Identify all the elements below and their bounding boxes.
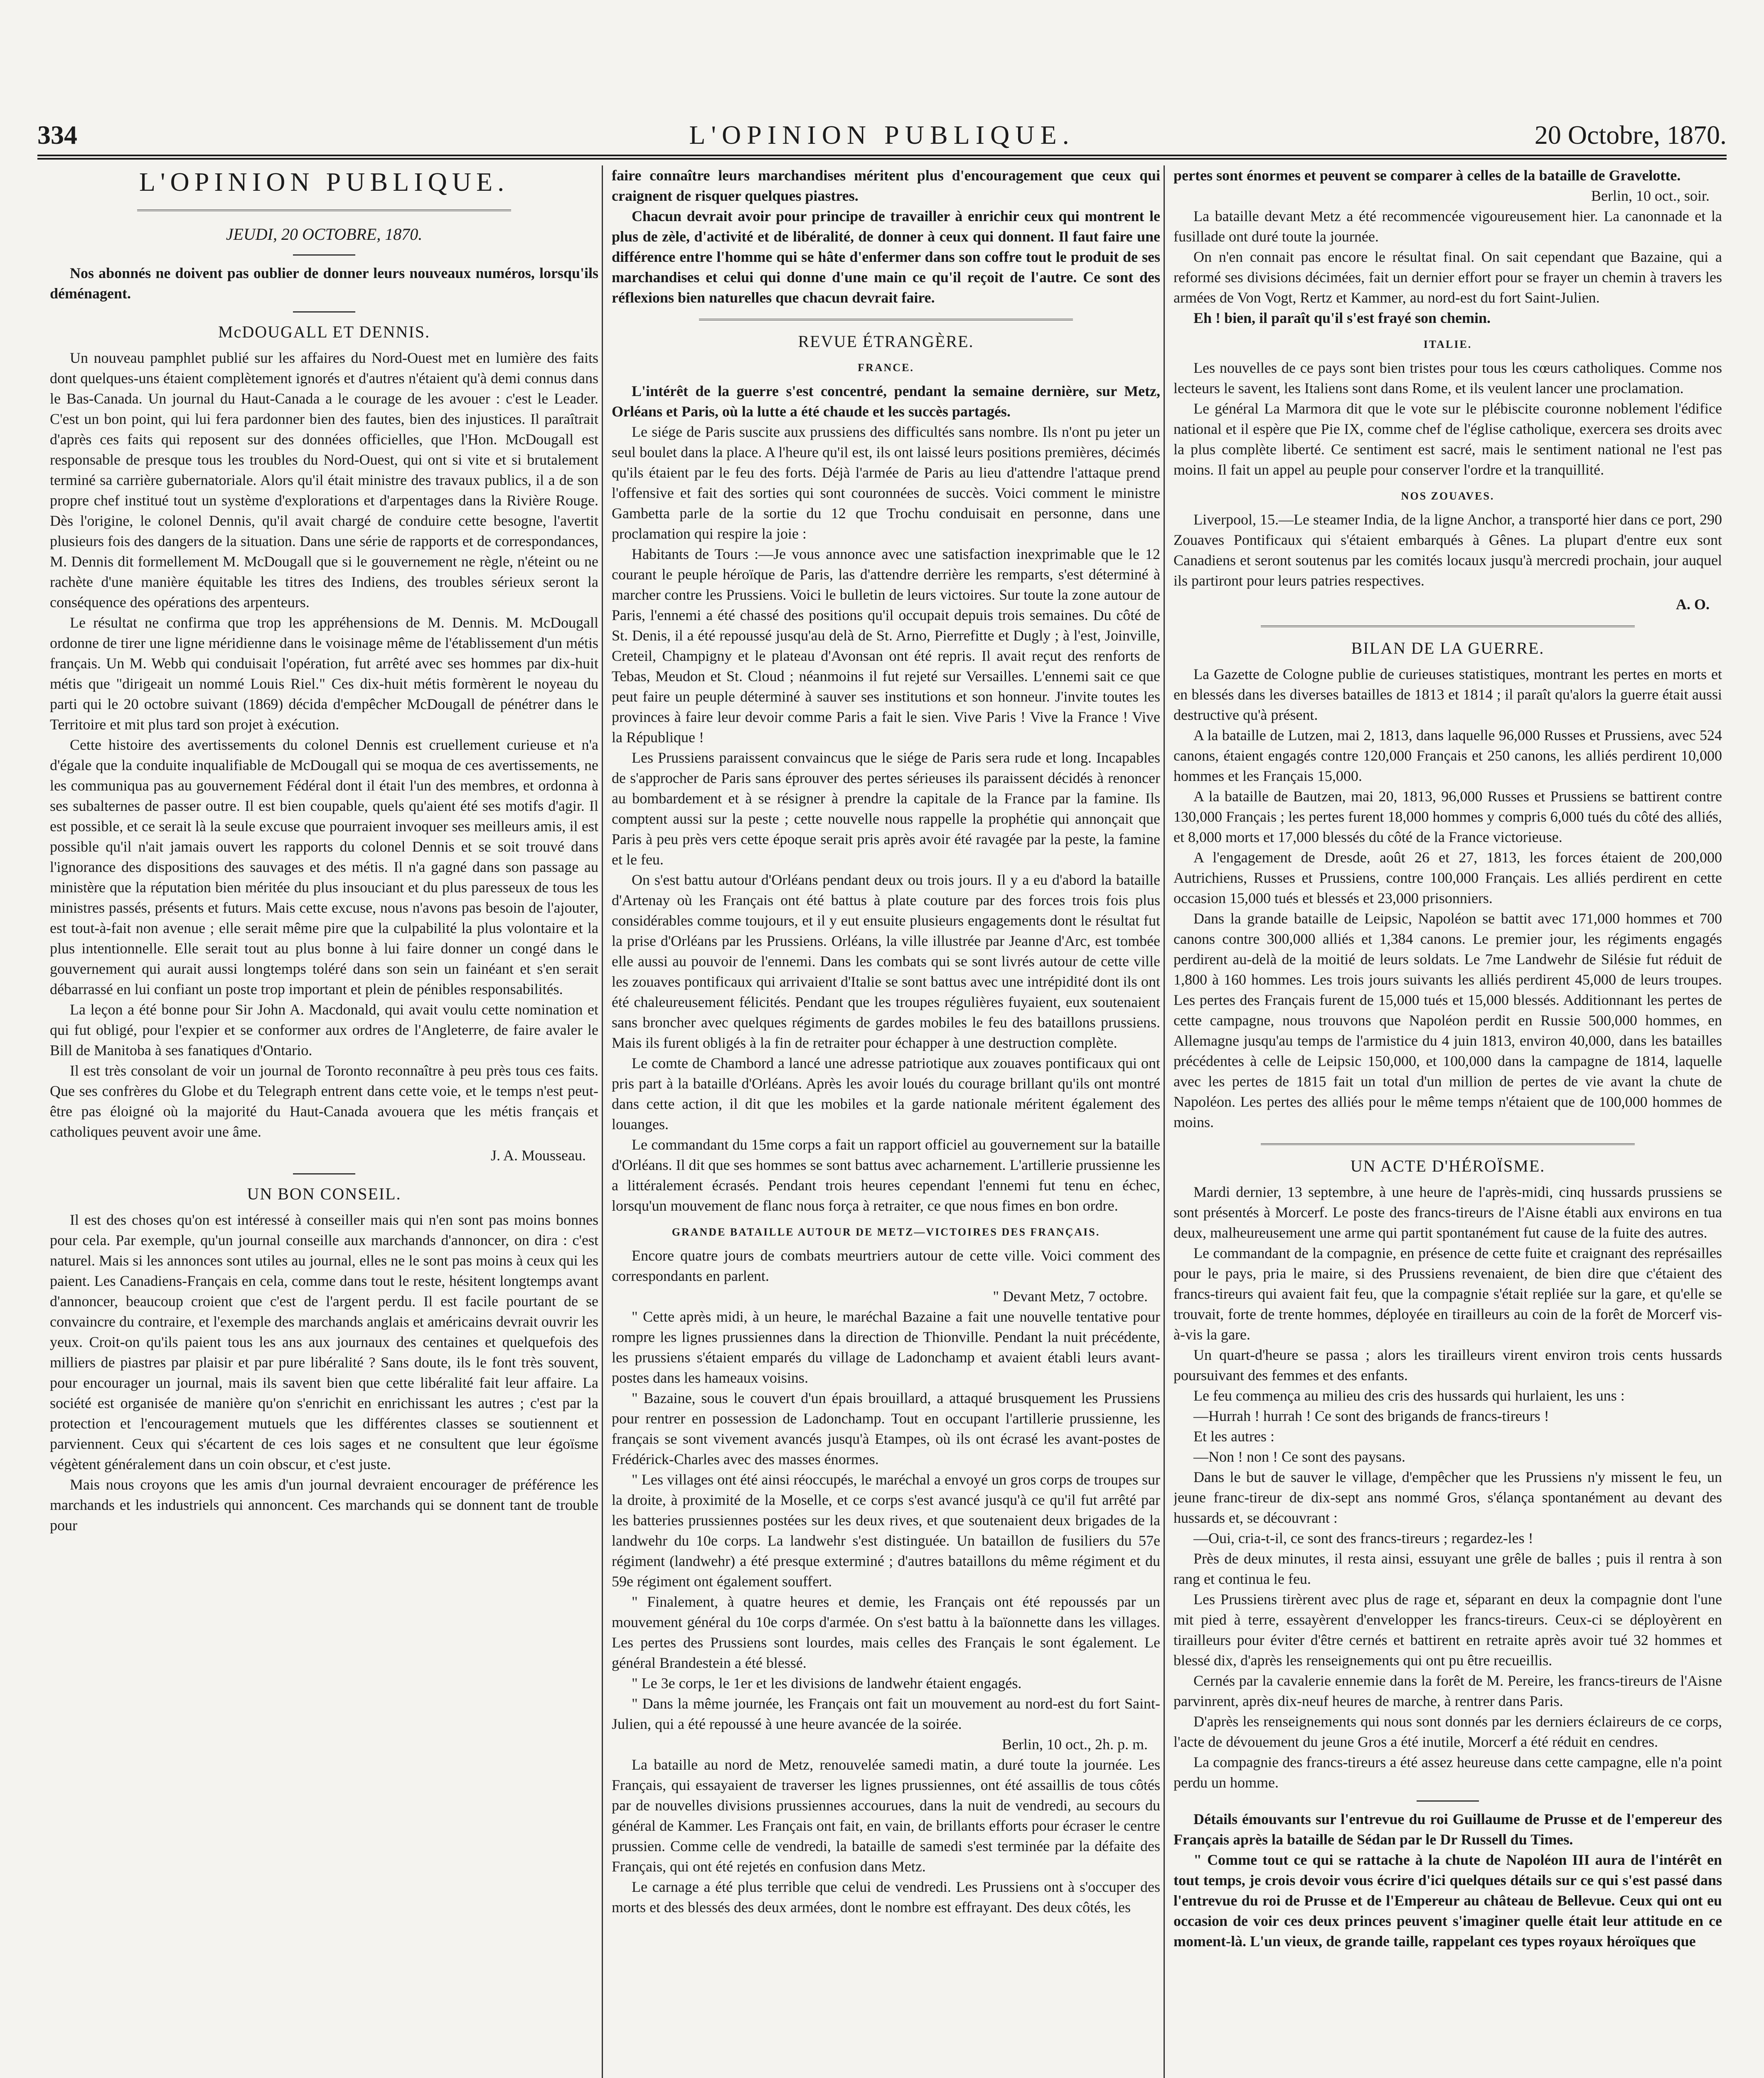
paper-title: L'OPINION PUBLIQUE. (139, 167, 509, 197)
section-subheading: FRANCE. (858, 362, 914, 374)
article-paragraph: Il est très consolant de voir un journal de Toronto reconnaître à peu près tous ces faits. Que ses confrères du Globe et du Telegraph entrent dans cette voie, et le temps n'est peut-être pas éloigné où la majorité du Haut-Canada avouera que les métis français et catholiques peuvent avoir une âme. (50, 1062, 598, 1140)
article-paragraph: La compagnie des francs-tireurs a été assez heureuse dans cette campagne, elle n'a point perdu un homme. (1174, 1754, 1722, 1791)
article-paragraph: Détails émouvants sur l'entrevue du roi Guillaume de Prusse et de l'empereur des Français après la bataille de Sédan par le Dr Russell du Times. (1174, 1811, 1722, 1848)
issue-date: JEUDI, 20 OCTOBRE, 1870. (226, 225, 423, 244)
article-paragraph: Habitants de Tours :—Je vous annonce avec une satisfaction inexprimable que le 12 courant le peuple héroïque de Paris, las d'attendre derrière les remparts, s'est déterminé à marcher contre les Prussiens. Voici le bulletin de leurs victoires. Sur toute la zone autour de Paris, l'ennemi a été chassé des positions qu'il occupait depuis trois semaines. Du côté de St. Denis, il a été repoussé jusqu'au delà de St. Arno, Pierrefitte et Dugly ; à l'est, Joinville, Creteil, Champigny et le plateau d'Avonsan ont été repris. Il avait reçut des renforts de Tebas, Meudon et St. Cloud ; néanmoins il fut rejeté sur Versailles. L'ennemi sait ce que peut faire un peuple déterminé à sauver ses institutions et son honneur. J'invite toutes les provinces à faire leur devoir comme Paris a fait le sien. Vive Paris ! Vive la France ! Vive la République ! (612, 546, 1160, 746)
article-paragraph: La bataille au nord de Metz, renouvelée samedi matin, a duré toute la journée. Les Français, qui essayaient de traverser les lignes prussiennes, ont été assaillis de tous côtés par de nouvelles divisions prussiennes accourues, dans la nuit de vendredi, au secours du général de Kammer. Les Français ont fait, en vain, de brillants efforts pour écraser le centre prussien. Comme celle de vendredi, la bataille de samedi s'est terminée par la défaite des Français, qui ont été rejetés en confusion dans Metz. (612, 1756, 1160, 1875)
masthead-date: 20 Octobre, 1870. (1534, 120, 1727, 150)
article-paragraph: Le comte de Chambord a lancé une adresse patriotique aux zouaves pontificaux qui ont pris part à la bataille d'Orléans. Après les avoir loués du courage brillant qu'ils ont montré dans cette action, il dit que les mobiles et la garde nationale méritent également des louanges. (612, 1055, 1160, 1133)
title-rule (137, 209, 511, 211)
article-paragraph: Près de deux minutes, il resta ainsi, essuyant une grêle de balles ; puis il rentra à son rang et continua le feu. (1174, 1550, 1722, 1587)
article-signature: J. A. Mousseau. (490, 1147, 586, 1164)
dateline: Berlin, 10 oct., 2h. p. m. (1002, 1736, 1148, 1753)
subscriber-notice: Nos abonnés ne doivent pas oublier de donner leurs nouveaux numéros, lorsqu'ils déménagent. (50, 265, 598, 302)
article-paragraph: On n'en connait pas encore le résultat final. On sait cependant que Bazaine, qui a reformé ses divisions décimées, fait un dernier effort pour se frayer un chemin à travers les armées de Von Vogt, Rertz et Kammer, au nord-est du fort Saint-Julien. (1174, 249, 1722, 306)
article-paragraph: Encore quatre jours de combats meurtriers autour de cette ville. Voici comment des correspondants en parlent. (612, 1247, 1160, 1284)
article-paragraph: " Cette après midi, à un heure, le maréchal Bazaine a fait une nouvelle tentative pour rompre les lignes prussiennes dans la direction de Thionville. Pendant la nuit précédente, les prussiens s'étaient emparés du village de Ladonchamp et avaient établi leurs avant-postes dans les hameaux voisins. (612, 1308, 1160, 1386)
article-paragraph: La leçon a été bonne pour Sir John A. Macdonald, qui avait voulu cette nomination et qui fut obligé, pour l'expier et se conformer aux ordres de l'Angleterre, de faire avaler le Bill de Manitoba à ses fanatiques d'Ontario. (50, 1001, 598, 1059)
divider (293, 254, 355, 256)
article-paragraph: Les nouvelles de ce pays sont bien tristes pour tous les cœurs catholiques. Comme nos lecteurs le savent, les Italiens sont dans Rome, et ils veulent lancer une proclamation. (1174, 359, 1722, 396)
article-paragraph: Il est des choses qu'on est intéressé à conseiller mais qui n'en sont pas moins bonnes pour cela. Par exemple, qu'un journal conseille aux marchands d'annoncer, on dira : c'est naturel. Mais si les annonces sont utiles au journal, elles ne le sont pas moins à ceux qui les paient. Les Canadiens-Français en cela, comme dans tout le reste, hésitent longtemps avant d'annoncer, beaucoup croient que c'est de l'argent perdu. Il est facile pourtant de se convaincre du contraire, et l'exemple des marchands anglais et américains devrait ouvrir les yeux. Croit-on qu'ils paient tous les ans aux journaux des centaines et quelquefois des milliers de piastres par plaisir et par pure libéralité ? Sans doute, ils le font très souvent, pour encourager un journal, mais ils savent bien que cette libéralité fait leur affaire. La société est organisée de manière qu'on s'enrichit en enrichissant les autres ; c'est par la protection et l'encouragement mutuels que les différentes classes se soutiennent et parviennent. Ceux qui s'écartent de ces lois sages et ne consultent que leur égoïsme végètent généralement dans un coin obscur, et c'est juste. (50, 1211, 598, 1472)
article-paragraph: pertes sont énormes et peuvent se comparer à celles de la bataille de Gravelotte. (1174, 167, 1681, 184)
article-heading: REVUE ÉTRANGÈRE. (798, 332, 974, 351)
article-paragraph: Le commandant de la compagnie, en présence de cette fuite et craignant des représailles pour le pays, pria le maire, si des Prussiens revenaient, de bien dire que c'étaient des francs-tireurs qui avaient fait feu, que la compagnie s'était repliée sur la gare, et qu'elle se trouvait, forte de trente hommes, déployée en tirailleurs au coin de la forêt de Morcerf vis-à-vis la gare. (1174, 1245, 1722, 1343)
masthead-rule (37, 155, 1727, 160)
divider (293, 1173, 355, 1174)
article-paragraph: faire connaître leurs marchandises méritent plus d'encouragement que ceux qui craignent de risquer quelques piastres. (612, 167, 1160, 204)
article-signature: A. O. (1676, 596, 1710, 613)
article-paragraph: —Oui, cria-t-il, ce sont des francs-tireurs ; regardez-les ! (1193, 1530, 1533, 1546)
article-paragraph: " Le 3e corps, le 1er et les divisions de landwehr étaient engagés. (632, 1675, 1022, 1691)
article-paragraph: Et les autres : (1193, 1428, 1274, 1445)
article-paragraph: L'intérêt de la guerre s'est concentré, pendant la semaine dernière, sur Metz, Orléans et Paris, où la lutte a été chaude et les succès partagés. (612, 383, 1160, 420)
article-paragraph: Le résultat ne confirma que trop les appréhensions de M. Dennis. M. McDougall ordonne de tirer une ligne méridienne dans le voisinage même de l'établissement d'un métis français. Un M. Webb qui conduisait l'opération, fut arrêté avec ses hommes par dix-huit métis que "dirigeait un nommé Louis Riel." Ces dix-huit métis formèrent le noyeau du parti qui le 20 octobre suivant (1869) décida d'empêcher McDougall de pénétrer dans le Territoire et mit plus tard son projet à exécution. (50, 614, 598, 733)
article-paragraph: Mais nous croyons que les amis d'un journal devraient encourager de préférence les marchands et les industriels qui annoncent. Ces marchands qui se donnent tant de trouble pour (50, 1476, 598, 1534)
article-paragraph: Mardi dernier, 13 septembre, à une heure de l'après-midi, cinq hussards prussiens se sont présentés à Morcerf. Le poste des francs-tireurs de l'Aisne établi aux environs en tua deux, malheureusement une arme qui partit spontanément fut cause de la fuite des autres. (1174, 1184, 1722, 1241)
article-paragraph: Chacun devrait avoir pour principe de travailler à enrichir ceux qui montrent le plus de zèle, d'activité et de libéralité, de donner à ceux qui donnent. Il faut faire une différence entre l'homme qui se hâte d'enfermer dans son coffre tout le produit de ses marchandises et celui qui donne d'une main ce qu'il reçoit de l'autre. Ce sont des réflexions bien naturelles que chacun devrait faire. (612, 208, 1160, 306)
section-subheading: GRANDE BATAILLE AUTOUR DE METZ—VICTOIRES DES FRANÇAIS. (672, 1226, 1100, 1238)
divider (1417, 1800, 1479, 1802)
article-paragraph: Un quart-d'heure se passa ; alors les tirailleurs virent environ trois cents hussards poursuivant des femmes et des enfants. (1174, 1347, 1722, 1384)
page-number: 334 (37, 120, 77, 150)
article-paragraph: Le carnage a été plus terrible que celui de vendredi. Les Prussiens ont à s'occuper des morts et des blessés des deux armées, dont le nombre est effrayant. Des deux côtés, les (612, 1879, 1160, 1916)
column-divider (1164, 165, 1165, 2078)
article-paragraph: " Les villages ont été ainsi réoccupés, le maréchal a envoyé un gros corps de troupes sur la droite, à proximité de la Moselle, et ce corps s'est avancé jusqu'à ce qu'il fut arrêté par les batteries prussiennes postées sur les deux rives, et que soutenaient deux brigades de la landwehr du 10e corps. La landwehr s'est distinguée. Un bataillon de fusiliers du 57e régiment (landwehr) a été presque exterminé ; d'autres bataillons du même régiment et du 59e régiment ont également souffert. (612, 1471, 1160, 1590)
divider (1261, 1143, 1635, 1145)
dateline: " Devant Metz, 7 octobre. (993, 1288, 1148, 1305)
column-divider (602, 165, 603, 2078)
article-heading: McDOUGALL ET DENNIS. (218, 323, 430, 341)
article-paragraph: " Bazaine, sous le couvert d'un épais brouillard, a attaqué brusquement les Prussiens pour rentrer en possession de Ladonchamp. Tout en occupant l'artillerie prussienne, les français se sont vivement avancés jusqu'à Etampes, où ils ont écrasé les avant-postes de Frédérick-Charles avec des masses énormes. (612, 1390, 1160, 1467)
article-heading: BILAN DE LA GUERRE. (1351, 639, 1545, 657)
column-2 (612, 165, 1160, 2078)
column-1 (50, 165, 598, 2078)
article-paragraph: Le général La Marmora dit que le vote sur le plébiscite couronne noblement l'édifice national et il espère que Pie IX, comme chef de l'église catholique, exercera ses droits avec la plus complète liberté. Ce sentiment est sacré, mais le sentiment national ne l'est pas moins. Il fait un appel au peuple pour conserver l'ordre et la tranquillité. (1174, 400, 1722, 478)
article-paragraph: A l'engagement de Dresde, août 26 et 27, 1813, les forces étaient de 200,000 Autrichiens, Russes et Prussiens, contre 100,000 Français. Les alliés perdirent en cette occasion 15,000 tués et blessés et 23,000 prisonniers. (1174, 849, 1722, 906)
column-3 (1174, 165, 1722, 2078)
article-paragraph: " Dans la même journée, les Français ont fait un mouvement au nord-est du fort Saint-Julien, qui a été repoussé à une heure avancée de la soirée. (612, 1695, 1160, 1732)
masthead-title: L'OPINION PUBLIQUE. (689, 120, 1075, 150)
article-paragraph: Les Prussiens paraissent convaincus que le siége de Paris sera rude et long. Incapables de s'approcher de Paris sans éprouver des pertes sérieuses ils paraissent décidés à renoncer au bombardement et à se résigner à prendre la capitale de la France par la famine. Ils comptent aussi sur la peste ; cette nouvelle nous rappelle la prophétie qui annonçait que Paris à peu près vers cette époque serait pris après avoir été ravagée par la peste, la famine et le feu. (612, 749, 1160, 868)
article-paragraph: Le feu commença au milieu des cris des hussards qui hurlaient, les uns : (1193, 1387, 1625, 1404)
article-paragraph: " Finalement, à quatre heures et demie, les Français ont été repoussés par un mouvement général du 10e corps d'armée. On s'est battu à la baïonnette dans les villages. Les pertes des Prussiens sont lourdes, mais celles des Français le sont également. Le général Brandestein a été blessé. (612, 1593, 1160, 1671)
article-heading: UN ACTE D'HÉROÏSME. (1350, 1157, 1545, 1175)
article-paragraph: Liverpool, 15.—Le steamer India, de la ligne Anchor, a transporté hier dans ce port, 290 Zouaves Pontificaux qui s'étaient embarqués à Gênes. La plupart d'entre eux sont Canadiens et seront soutenus par les comités locaux jusqu'à mercredi prochain, jour auquel ils partiront pour leurs patries respectives. (1174, 511, 1722, 589)
article-paragraph: Dans le but de sauver le village, d'empêcher que les Prussiens n'y missent le feu, un jeune franc-tireur de dix-sept ans nommé Gros, s'élança spontanément au devant des hussards et, se découvrant : (1174, 1469, 1722, 1526)
divider (1261, 625, 1635, 627)
article-paragraph: Les Prussiens tirèrent avec plus de rage et, séparant en deux la compagnie dont l'une mit pied à terre, essayèrent d'envelopper les francs-tireurs. Ceux-ci se déployèrent en tirailleurs pour éviter d'être cernés et battirent en retraite après avoir tué 32 hommes et blessé dix, d'après les renseignements qui ont pu être recueillis. (1174, 1591, 1722, 1669)
section-subheading: ITALIE. (1423, 338, 1472, 350)
article-paragraph: —Hurrah ! hurrah ! Ce sont des brigands de francs-tireurs ! (1193, 1408, 1549, 1424)
dateline: Berlin, 10 oct., soir. (1591, 187, 1710, 204)
divider (699, 319, 1073, 320)
article-paragraph: Le siége de Paris suscite aux prussiens des difficultés sans nombre. Ils n'ont pu jeter un seul boulet dans la place. A l'heure qu'il est, ils ont laissé leurs positions premières, décimés qu'ils étaient par le feu des forts. Déjà l'armée de Paris au lieu d'attendre l'attaque prend l'offensive et fait des sorties qui sont couronnées de succès. Voici comment le ministre Gambetta parle de la sortie du 12 que Trochu conduisait en personne, dans une proclamation qui respire la joie : (612, 423, 1160, 542)
article-paragraph: On s'est battu autour d'Orléans pendant deux ou trois jours. Il y a eu d'abord la bataille d'Artenay où les Français ont été battus à plate couture par des forces trois fois plus considérables comme toujours, et il y eut ensuite plusieurs engagements dont le résultat fut la prise d'Orléans par les Prussiens. Orléans, la ville illustrée par Jeanne d'Arc, est tombée elle aussi au pouvoir de l'ennemi. Dans les combats qui se sont livrés autour de cette ville les zouaves pontificaux qui arrivaient d'Italie se sont battus avec une intrépidité dont ils ont été chaleureusement félicités. Pendant que les troupes régulières fuyaient, eux soutenaient sans broncher avec quelques régiments de gardes mobiles le feu des bataillons prussiens. Mais ils furent obligés à la fin de retraiter pour échapper à une destruction complète. (612, 872, 1160, 1051)
article-heading: UN BON CONSEIL. (247, 1184, 401, 1203)
article-paragraph: —Non ! non ! Ce sont des paysans. (1193, 1448, 1405, 1465)
article-paragraph: Eh ! bien, il paraît qu'il s'est frayé son chemin. (1193, 310, 1491, 326)
article-paragraph: La bataille devant Metz a été recommencée vigoureusement hier. La canonnade et la fusillade ont duré toute la journée. (1174, 208, 1722, 245)
divider (293, 311, 355, 313)
article-paragraph: Un nouveau pamphlet publié sur les affaires du Nord-Ouest met en lumière des faits dont quelques-uns étaient complètement ignorés et d'autres n'étaient qu'à demi connus dans le Bas-Canada. Un journal du Haut-Canada a le courage de les avouer : c'est le Leader. C'est un bon point, qui lui fera pardonner bien des fautes, bien des injustices. Il paraîtrait d'après ces faits qui reposent sur des données officielles, que l'Hon. McDougall est responsable de presque tous les troubles du Nord-Ouest, qui ont si vite et si brutalement terminé sa carrière gubernatoriale. Alors qu'il était ministre des travaux publics, il a de son propre chef institué tout un système d'explorations et d'arpentages dans la Rivière Rouge. Dès l'origine, le colonel Dennis, qu'il avait chargé de conduire cette besogne, l'avertit plusieurs fois des dangers de la situation. Dans une série de rapports et de correspondances, M. Dennis dit formellement M. McDougall que si le gouvernement ne règle, n'éteint ou ne rachète d'une manière équitable les titres des Indiens, des troubles sérieux seront la conséquence des opérations des arpenteurs. (50, 350, 598, 611)
section-subheading: NOS ZOUAVES. (1401, 490, 1495, 502)
article-paragraph: D'après les renseignements qui nous sont donnés par les derniers éclaireurs de ce corps, l'acte de dévouement du jeune Gros a été inutile, Morcerf a été réduit en cendres. (1174, 1713, 1722, 1750)
article-paragraph: Cernés par la cavalerie ennemie dans la forêt de M. Pereire, les francs-tireurs de l'Aisne parvinrent, après dix-neuf heures de marche, à rentrer dans Paris. (1174, 1672, 1722, 1709)
article-paragraph: " Comme tout ce qui se rattache à la chute de Napoléon III aura de l'intérêt en tout temps, je crois devoir vous écrire d'ici quelques détails sur ce qui s'est passé dans l'entrevue du roi de Prusse et de l'Empereur au château de Bellevue. Ceux qui ont eu occasion de voir ces deux princes peuvent s'imaginer quelle était leur attitude en ce moment-là. L'un vieux, de grande taille, rappelant ces types royaux héroïques que (1174, 1851, 1722, 1950)
masthead (37, 121, 1727, 150)
article-paragraph: Le commandant du 15me corps a fait un rapport officiel au gouvernement sur la bataille d'Orléans. Il dit que ses hommes se sont battus avec acharnement. L'artillerie prussienne les a littéralement écrasés. Pendant trois heures cependant l'ennemi fut tenu en échec, lorsqu'un mouvement de flanc nous força à retraiter, ce que nous fimes en bon ordre. (612, 1136, 1160, 1214)
article-paragraph: Cette histoire des avertissements du colonel Dennis est cruellement curieuse et n'a d'égale que la conduite inqualifiable de McDougall qui se moqua de ces avertissements, ne les communiqua pas au gouvernement Fédéral dont il était l'un des membres, et ordonna à ses subalternes de passer outre. Il est bien coupable, quels qu'aient été ses motifs d'agir. Il est possible, et ce serait là la seule excuse que pourraient invoquer ses meilleurs amis, il est possible qu'il n'ait jamais ouvert les rapports du colonel Dennis et se soit trouvé dans l'ignorance des dispositions des sauvages et des métis. Il n'a gagné dans son passage au ministère que la réputation bien méritée du plus insouciant et du plus paresseux de tous les ministres passés, présents et futurs. Mais cette excuse, nous n'avons pas besoin de l'ajouter, est tout-à-fait non avenue ; elle serait même pire que la culpabilité la plus volontaire et la plus intentionnelle. Elle serait tout au plus bonne à lui faire donner un congé dans le gouvernement qui aurait aussi longtemps toléré dans son sein un fainéant et s'en serait débarrassé en lui confiant un poste trop important et plein de pénibles responsabilités. (50, 736, 598, 997)
article-paragraph: A la bataille de Lutzen, mai 2, 1813, dans laquelle 96,000 Russes et Prussiens, avec 524 canons, étaient engagés contre 120,000 Français et 250 canons, les alliés perdirent 10,000 hommes et les Français 15,000. (1174, 727, 1722, 784)
article-paragraph: La Gazette de Cologne publie de curieuses statistiques, montrant les pertes en morts et en blessés dans les diverses batailles de 1813 et 1814 ; il paraît qu'alors la guerre était aussi destructive qu'à présent. (1174, 666, 1722, 723)
article-paragraph: Dans la grande bataille de Leipsic, Napoléon se battit avec 171,000 hommes et 700 canons contre 300,000 alliés et 1,384 canons. Le premier jour, les régiments engagés perdirent au-delà de la moitié de leurs soldats. Le 7me Landwehr de Silésie fut réduit de 1,800 à 160 hommes. Les trois jours suivants les alliés perdirent 45,000 de leurs troupes. Les pertes des Français furent de 15,000 tués et 15,000 blessés. Additionnant les pertes de cette campagne, nous trouvons que Napoléon perdit en Russie 500,000 hommes, en Allemagne jusqu'au temps de l'armistice du 4 juin 1813, environ 40,000, dans les batailles précédentes à celle de Leipsic 150,000, et 100,000 dans la campagne de 1814, laquelle avec les pertes de 1815 fait un total d'un million de pertes de vie avant la chute de Napoléon. Les pertes des alliés pour le même temps n'étaient que de 100,000 hommes de moins. (1174, 910, 1722, 1130)
article-paragraph: A la bataille de Bautzen, mai 20, 1813, 96,000 Russes et Prussiens se battirent contre 130,000 Français ; les pertes furent 18,000 hommes y compris 6,000 tués du côté des alliés, et 8,000 morts et 17,000 blessés du côté de la France victorieuse. (1174, 788, 1722, 845)
